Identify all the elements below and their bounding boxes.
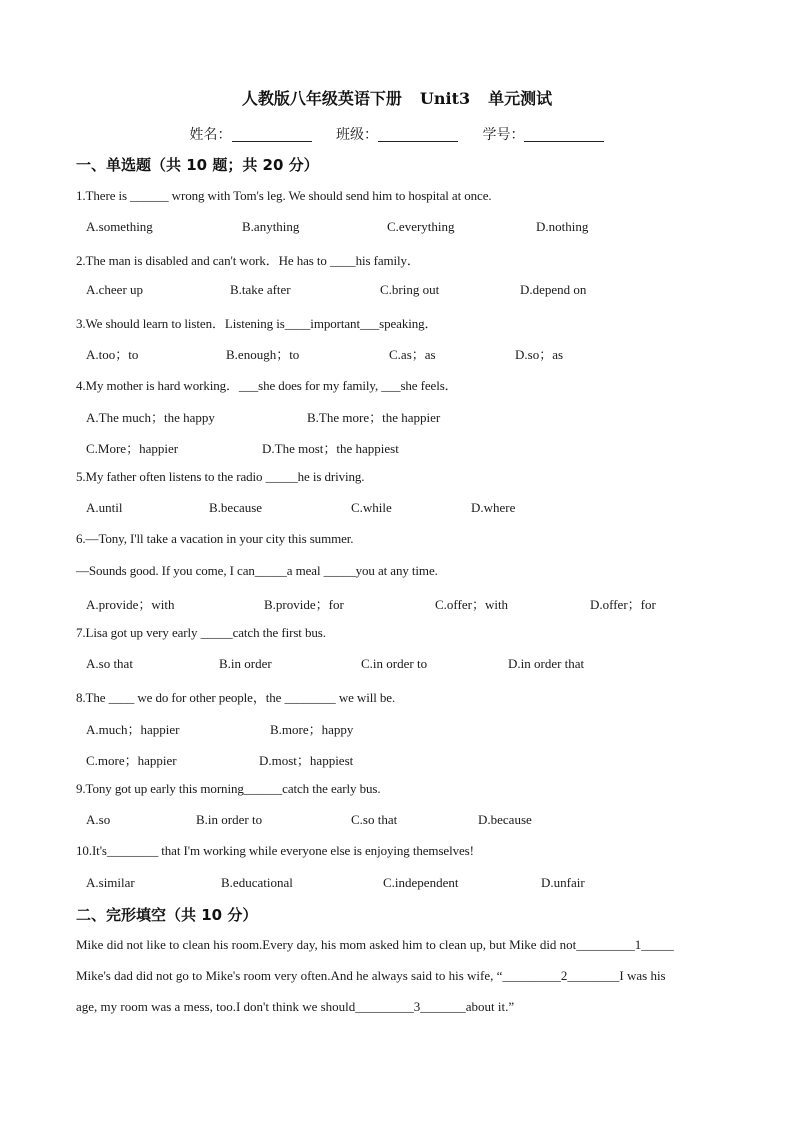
q7-option-a[interactable]: A.so that [86,656,133,671]
section-heading-single-choice: 一、单选题（共 10 题；共 20 分） [76,156,319,174]
q4-option-a[interactable]: A.The much；the happy [86,410,215,425]
class-field [336,124,458,144]
q6-option-b[interactable]: B.provide；for [264,597,344,612]
q8-option-c[interactable]: C.more；happier [86,753,177,768]
q8-option-a[interactable]: A.much；happier [86,722,180,737]
title-test: 单元测试 [488,89,553,108]
title-unit: Unit3 [419,89,471,108]
q7-option-b[interactable]: B.in order [219,656,272,671]
q1-option-d[interactable]: D.nothing [536,219,589,234]
q2-option-c[interactable]: C.bring out [380,282,440,297]
title-main: 人教版八年级英语下册 [241,89,402,108]
q9-option-a[interactable]: A.so [86,812,111,827]
student-id-blank[interactable] [524,127,604,142]
q1-option-c[interactable]: C.everything [387,219,455,234]
q2-option-a[interactable]: A.cheer up [86,282,144,297]
q1-option-a[interactable]: A.something [86,219,153,234]
question-6-stem-reply: —Sounds good. If you come, I can_____a meal _____you at any time. [76,563,438,578]
q4-option-b[interactable]: B.The more；the happier [307,410,441,425]
student-id-field [482,124,604,144]
question-8-stem: 8.The ____ we do for other people，the ________ we will be. [76,690,396,705]
q10-option-c[interactable]: C.independent [383,875,459,890]
question-5-stem: 5.My father often listens to the radio _____he is driving. [76,469,365,484]
cloze-line-2: Mike's dad did not go to Mike's room very often.And he always said to his wife, “_________2________I was his [76,968,666,983]
q10-option-a[interactable]: A.similar [86,875,135,890]
name-field [190,124,312,144]
name-blank[interactable] [232,127,312,142]
q2-option-d[interactable]: D.depend on [520,282,587,297]
q7-option-c[interactable]: C.in order to [361,656,428,671]
question-10-stem: 10.It's________ that I'm working while everyone else is enjoying themselves! [76,843,474,858]
q10-option-b[interactable]: B.educational [221,875,293,890]
q5-option-d[interactable]: D.where [471,500,516,515]
q3-option-a[interactable]: A.too；to [86,347,139,362]
q6-option-a[interactable]: A.provide；with [86,597,175,612]
student-info-row [0,124,794,144]
question-7-stem: 7.Lisa got up very early _____catch the first bus. [76,625,326,640]
q9-option-c[interactable]: C.so that [351,812,398,827]
page-title [0,86,794,109]
q1-option-b[interactable]: B.anything [242,219,300,234]
q6-option-c[interactable]: C.offer；with [435,597,509,612]
q8-option-d[interactable]: D.most；happiest [259,753,354,768]
name-label: 姓名： [189,127,232,143]
q6-option-d[interactable]: D.offer；for [590,597,656,612]
q10-option-d[interactable]: D.unfair [541,875,585,890]
q2-option-b[interactable]: B.take after [230,282,291,297]
q4-option-c[interactable]: C.More；happier [86,441,179,456]
q3-option-b[interactable]: B.enough；to [226,347,300,362]
question-2-stem: 2.The man is disabled and can't work．He has to ____his family． [76,253,420,268]
q9-option-b[interactable]: B.in order to [196,812,263,827]
q4-option-d[interactable]: D.The most；the happiest [262,441,399,456]
question-1-stem: 1.There is ______ wrong with Tom's leg. We should send him to hospital at once. [76,188,492,203]
class-blank[interactable] [378,127,458,142]
q5-option-b[interactable]: B.because [209,500,263,515]
q9-option-d[interactable]: D.because [478,812,532,827]
q8-option-b[interactable]: B.more；happy [270,722,354,737]
class-label: 班级： [336,127,378,143]
q3-option-c[interactable]: C.as；as [389,347,436,362]
question-4-stem: 4.My mother is hard working．___she does for my family, ___she feels． [76,378,458,393]
question-3-stem: 3.We should learn to listen．Listening is____important___speaking． [76,316,438,331]
q3-option-d[interactable]: D.so；as [515,347,564,362]
q7-option-d[interactable]: D.in order that [508,656,585,671]
q5-option-c[interactable]: C.while [351,500,392,515]
cloze-line-3: age, my room was a mess, too.I don't think we should_________3_______about it.” [76,999,515,1014]
question-9-stem: 9.Tony got up early this morning______catch the early bus. [76,781,381,796]
cloze-line-1: Mike did not like to clean his room.Every day, his mom asked him to clean up, but Mike did not_________1_____ [76,937,674,952]
section-heading-cloze: 二、完形填空（共 10 分） [76,906,258,924]
q5-option-a[interactable]: A.until [86,500,123,515]
student-id-label: 学号： [482,127,525,143]
question-6-stem: 6.—Tony, I'll take a vacation in your city this summer. [76,531,354,546]
